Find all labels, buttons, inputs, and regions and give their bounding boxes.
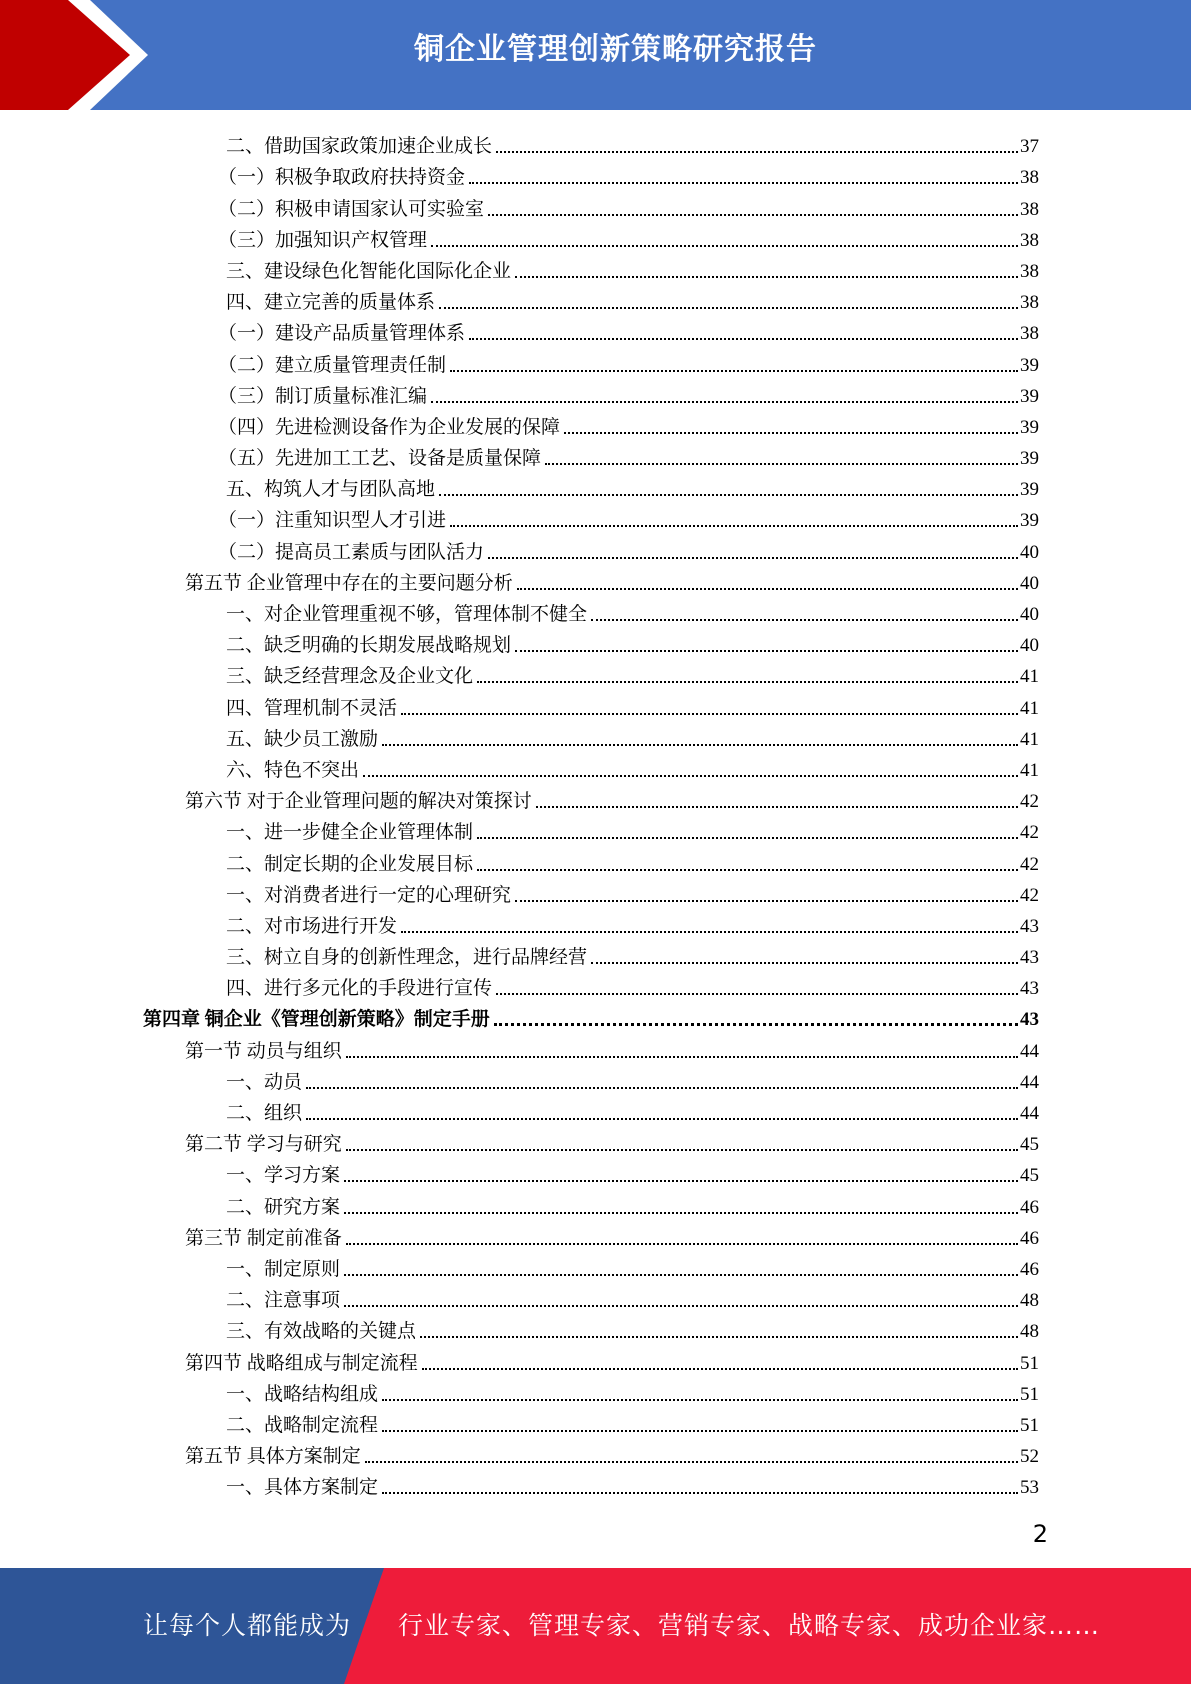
toc-entry-title: 二、组织 (226, 1103, 303, 1124)
toc-entry-page: 40 (1020, 572, 1039, 594)
toc-entry-page: 37 (1020, 136, 1039, 158)
toc-entry[interactable] (0, 533, 1191, 564)
toc-entry-title: 一、制定原则 (226, 1258, 341, 1280)
toc-entry[interactable] (0, 1220, 1191, 1251)
toc-dot-leader (536, 806, 1018, 808)
toc-entry[interactable] (0, 752, 1191, 783)
table-of-contents (0, 128, 1191, 1500)
toc-entry-page: 43 (1020, 915, 1039, 937)
toc-entry[interactable] (0, 1313, 1191, 1344)
toc-entry[interactable] (0, 689, 1191, 720)
toc-dot-leader (477, 869, 1018, 871)
toc-entry[interactable] (0, 1376, 1191, 1407)
toc-entry-title: 第四章 铜企业《管理创新策略》制定手册 (143, 1009, 490, 1031)
toc-entry[interactable] (0, 658, 1191, 689)
toc-dot-leader (439, 494, 1018, 496)
toc-entry-page: 42 (1020, 884, 1039, 906)
toc-dot-leader (496, 993, 1018, 995)
toc-entry-page: 39 (1020, 510, 1039, 532)
toc-entry-title: 一、学习方案 (226, 1165, 341, 1187)
toc-entry-title: （二）建立质量管理责任制 (218, 354, 447, 376)
toc-entry[interactable] (0, 1344, 1191, 1375)
toc-entry-page: 41 (1020, 697, 1039, 719)
toc-entry[interactable] (0, 814, 1191, 845)
toc-dot-leader (515, 650, 1018, 652)
toc-entry-page: 44 (1020, 1040, 1039, 1062)
toc-dot-leader (382, 744, 1018, 746)
toc-entry-title: 一、具体方案制定 (226, 1477, 379, 1499)
toc-entry-page: 40 (1020, 635, 1039, 657)
toc-entry[interactable] (0, 908, 1191, 939)
toc-dot-leader (346, 1149, 1018, 1151)
toc-entry-title: （三）制订质量标准汇编 (218, 385, 428, 407)
toc-dot-leader (591, 619, 1018, 621)
toc-entry-title: 三、树立自身的创新性理念，进行品牌经营 (226, 947, 588, 969)
toc-entry-title: （二）积极申请国家认可实验室 (218, 198, 485, 220)
toc-entry-page: 39 (1020, 416, 1039, 438)
page-footer (0, 1568, 1191, 1684)
toc-dot-leader (517, 588, 1018, 590)
toc-dot-leader (344, 1180, 1018, 1182)
toc-entry-title: 五、构筑人才与团队高地 (226, 479, 436, 501)
toc-entry-page: 45 (1020, 1134, 1039, 1156)
toc-entry-page: 41 (1020, 666, 1039, 688)
toc-entry[interactable] (0, 159, 1191, 190)
toc-entry[interactable] (0, 502, 1191, 533)
toc-dot-leader (564, 432, 1018, 434)
toc-entry[interactable] (0, 471, 1191, 502)
toc-entry-page: 38 (1020, 167, 1039, 189)
toc-entry[interactable] (0, 1188, 1191, 1219)
toc-dot-leader (401, 713, 1018, 715)
toc-entry-title: 一、对消费者进行一定的心理研究 (226, 884, 512, 906)
toc-entry-page: 52 (1020, 1446, 1039, 1468)
toc-entry-title: （三）加强知识产权管理 (218, 229, 428, 251)
toc-dot-leader (450, 525, 1018, 527)
page-header (0, 0, 1191, 110)
toc-entry[interactable] (0, 440, 1191, 471)
toc-entry-title: 二、研究方案 (226, 1196, 341, 1218)
toc-dot-leader (344, 1274, 1018, 1276)
toc-entry-title: （四）先进检测设备作为企业发展的保障 (218, 416, 561, 438)
toc-entry-title: 第二节 学习与研究 (185, 1134, 342, 1156)
toc-entry-page: 38 (1020, 323, 1039, 345)
toc-dot-leader (450, 370, 1018, 372)
toc-entry-page: 42 (1020, 822, 1039, 844)
toc-entry-page: 41 (1020, 728, 1039, 750)
toc-entry-page: 38 (1020, 292, 1039, 314)
toc-dot-leader (469, 182, 1018, 184)
toc-entry-title: 二、制定长期的企业发展目标 (226, 853, 474, 875)
toc-entry[interactable] (0, 284, 1191, 315)
toc-dot-leader (422, 1368, 1018, 1370)
toc-entry[interactable] (0, 721, 1191, 752)
toc-dot-leader (477, 681, 1018, 683)
toc-entry[interactable] (0, 1282, 1191, 1313)
toc-entry[interactable] (0, 409, 1191, 440)
toc-entry[interactable] (0, 1001, 1191, 1032)
toc-dot-leader (401, 931, 1018, 933)
toc-entry[interactable] (0, 596, 1191, 627)
toc-entry-title: 一、战略结构组成 (226, 1383, 379, 1405)
toc-entry-page: 42 (1020, 791, 1039, 813)
toc-entry-page: 45 (1020, 1165, 1039, 1187)
toc-entry-page: 51 (1020, 1352, 1039, 1374)
toc-dot-leader (591, 962, 1018, 964)
toc-entry[interactable] (0, 1438, 1191, 1469)
toc-entry-title: 第五节 企业管理中存在的主要问题分析 (185, 572, 513, 594)
toc-entry[interactable] (0, 845, 1191, 876)
toc-entry-title: （五）先进加工工艺、设备是质量保障 (218, 448, 542, 470)
toc-entry-page: 46 (1020, 1258, 1039, 1280)
toc-entry-title: 二、对市场进行开发 (226, 915, 398, 937)
toc-dot-leader (494, 1023, 1018, 1026)
toc-entry-page: 48 (1020, 1290, 1039, 1312)
toc-entry-page: 39 (1020, 354, 1039, 376)
toc-entry-title: 三、有效战略的关键点 (226, 1321, 417, 1343)
toc-entry-page: 48 (1020, 1321, 1039, 1343)
toc-dot-leader (488, 557, 1018, 559)
toc-entry[interactable] (0, 1407, 1191, 1438)
toc-entry-page: 39 (1020, 385, 1039, 407)
toc-dot-leader (496, 151, 1018, 153)
toc-entry[interactable] (0, 190, 1191, 221)
toc-entry[interactable] (0, 877, 1191, 908)
toc-dot-leader (439, 307, 1018, 309)
toc-dot-leader (477, 837, 1018, 839)
toc-entry-page: 44 (1020, 1103, 1039, 1124)
toc-entry[interactable] (0, 1157, 1191, 1188)
toc-dot-leader (344, 1212, 1018, 1214)
toc-entry-title: 四、建立完善的质量体系 (226, 292, 436, 314)
toc-dot-leader (431, 401, 1018, 403)
toc-entry[interactable] (0, 315, 1191, 346)
toc-entry-title: 第五节 具体方案制定 (185, 1446, 361, 1468)
toc-dot-leader (545, 463, 1018, 465)
toc-dot-leader (382, 1492, 1018, 1494)
toc-entry[interactable] (0, 1064, 1191, 1095)
toc-dot-leader (306, 1118, 1018, 1120)
toc-entry-title: 四、管理机制不灵活 (226, 697, 398, 719)
toc-entry-title: 第三节 制定前准备 (185, 1227, 342, 1249)
toc-entry-page: 43 (1020, 978, 1039, 1000)
toc-entry-page: 42 (1020, 853, 1039, 875)
toc-entry[interactable] (0, 253, 1191, 284)
toc-entry-page: 38 (1020, 229, 1039, 251)
toc-dot-leader (382, 1430, 1018, 1432)
toc-entry[interactable] (0, 783, 1191, 814)
toc-entry-title: 一、进一步健全企业管理体制 (226, 822, 474, 844)
toc-entry-page: 40 (1020, 541, 1039, 563)
toc-dot-leader (431, 245, 1018, 247)
toc-dot-leader (488, 214, 1018, 216)
toc-entry-title: （一）注重知识型人才引进 (218, 510, 447, 532)
toc-dot-leader (346, 1056, 1018, 1058)
toc-dot-leader (346, 1243, 1018, 1245)
toc-entry-title: 第一节 动员与组织 (185, 1040, 342, 1062)
toc-entry[interactable] (0, 1126, 1191, 1157)
toc-dot-leader (420, 1336, 1018, 1338)
toc-entry[interactable] (0, 1032, 1191, 1063)
toc-entry[interactable] (0, 627, 1191, 658)
page-number: 2 (1032, 1520, 1048, 1548)
toc-entry-title: （二）提高员工素质与团队活力 (218, 541, 485, 563)
toc-dot-leader (515, 900, 1018, 902)
toc-entry[interactable] (0, 1095, 1191, 1126)
toc-entry-page: 53 (1020, 1477, 1039, 1499)
toc-entry-title: 一、动员 (226, 1071, 303, 1093)
toc-dot-leader (306, 1087, 1018, 1089)
toc-entry[interactable] (0, 970, 1191, 1001)
toc-entry[interactable] (0, 1251, 1191, 1282)
toc-entry-page: 43 (1020, 947, 1039, 969)
footer-slogan-left: 让每个人都能成为 (143, 1611, 352, 1640)
toc-dot-leader (382, 1399, 1018, 1401)
toc-entry-title: 二、缺乏明确的长期发展战略规划 (226, 635, 512, 657)
toc-entry-page: 51 (1020, 1414, 1039, 1436)
toc-entry[interactable] (0, 565, 1191, 596)
toc-entry-page: 38 (1020, 260, 1039, 282)
toc-entry-page: 40 (1020, 604, 1039, 625)
toc-entry-title: 第六节 对于企业管理问题的解决对策探讨 (185, 791, 532, 813)
toc-entry-title: 三、建设绿色化智能化国际化企业 (226, 260, 512, 282)
toc-entry-title: 二、战略制定流程 (226, 1414, 379, 1436)
toc-entry[interactable] (0, 346, 1191, 377)
toc-entry-page: 51 (1020, 1383, 1039, 1405)
toc-entry-title: （一）建设产品质量管理体系 (218, 323, 466, 345)
toc-entry[interactable] (0, 1469, 1191, 1500)
toc-entry-page: 43 (1020, 1009, 1039, 1031)
footer-slogan-right: 行业专家、管理专家、营销专家、战略专家、成功企业家…… (398, 1611, 1101, 1640)
toc-entry-page: 38 (1020, 198, 1039, 220)
toc-entry-title: 六、特色不突出 (226, 759, 360, 781)
toc-dot-leader (363, 775, 1018, 777)
toc-dot-leader (469, 338, 1018, 340)
toc-entry-page: 39 (1020, 448, 1039, 470)
toc-entry-title: 三、缺乏经营理念及企业文化 (226, 666, 474, 688)
toc-entry[interactable] (0, 128, 1191, 159)
toc-entry-title: 五、缺少员工激励 (226, 728, 379, 750)
toc-entry[interactable] (0, 378, 1191, 409)
toc-dot-leader (515, 276, 1018, 278)
toc-dot-leader (344, 1305, 1018, 1307)
toc-entry-page: 41 (1020, 759, 1039, 781)
toc-entry[interactable] (0, 939, 1191, 970)
toc-entry-title: 二、注意事项 (226, 1290, 341, 1312)
toc-entry-page: 46 (1020, 1196, 1039, 1218)
header-title: 铜企业管理创新策略研究报告 (414, 32, 817, 67)
toc-entry[interactable] (0, 222, 1191, 253)
toc-entry-page: 46 (1020, 1227, 1039, 1249)
toc-entry-title: 第四节 战略组成与制定流程 (185, 1352, 418, 1374)
toc-entry-title: 四、进行多元化的手段进行宣传 (226, 978, 493, 1000)
toc-entry-title: 二、借助国家政策加速企业成长 (226, 136, 493, 158)
toc-dot-leader (365, 1461, 1018, 1463)
toc-entry-page: 39 (1020, 479, 1039, 501)
toc-entry-page: 44 (1020, 1071, 1039, 1093)
toc-entry-title: （一）积极争取政府扶持资金 (218, 167, 466, 189)
toc-entry-title: 一、对企业管理重视不够，管理体制不健全 (226, 604, 588, 625)
